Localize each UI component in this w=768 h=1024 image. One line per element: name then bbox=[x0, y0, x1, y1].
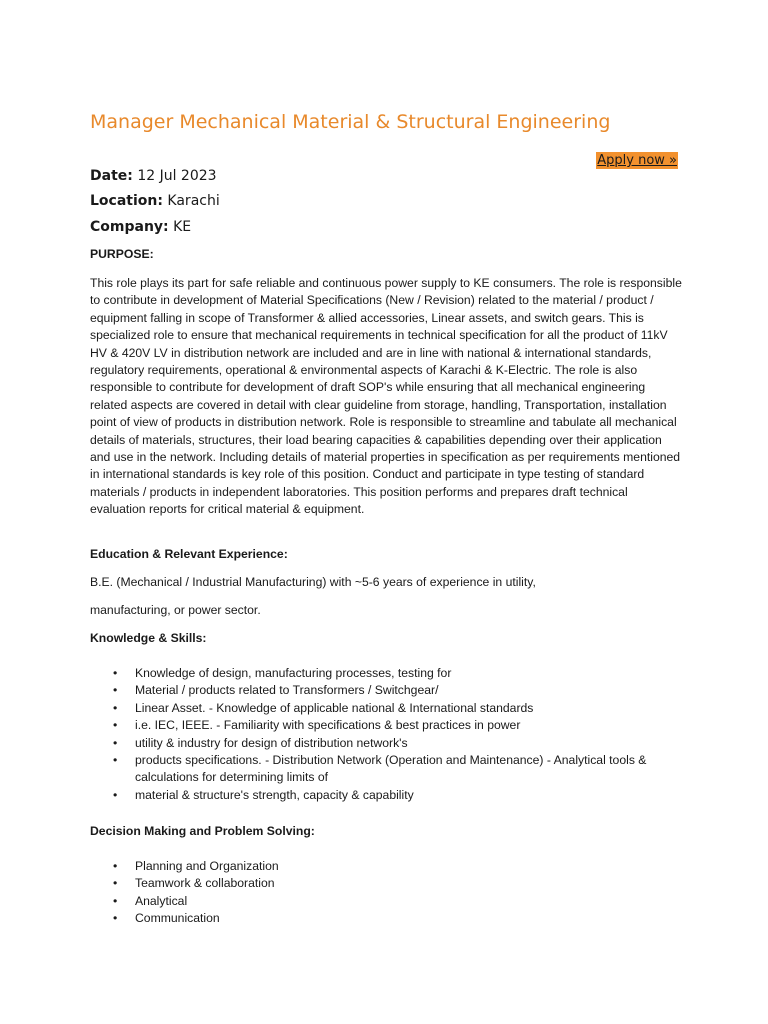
list-item: • Material / products related to Transformers / Switchgear/ bbox=[90, 682, 682, 699]
decision-heading: Decision Making and Problem Solving: bbox=[90, 824, 315, 838]
bullet-icon: • bbox=[113, 700, 118, 715]
bullet-icon: • bbox=[113, 911, 118, 926]
bullet-icon: • bbox=[113, 753, 118, 768]
company-row bbox=[90, 219, 191, 235]
education-line-2: manufacturing, or power sector. bbox=[90, 603, 261, 617]
bullet-icon: • bbox=[113, 876, 118, 891]
location-value: Karachi bbox=[167, 193, 220, 209]
list-item: • Analytical bbox=[90, 893, 682, 910]
location-label: Location: bbox=[90, 193, 163, 209]
location-row bbox=[90, 193, 220, 209]
job-title: Manager Mechanical Material & Structural Engineering bbox=[90, 111, 611, 133]
list-item: • Linear Asset. - Knowledge of applicable national & International standards bbox=[90, 700, 682, 717]
knowledge-heading: Knowledge & Skills: bbox=[90, 631, 207, 645]
apply-now-link[interactable]: Apply now » bbox=[597, 153, 677, 168]
education-line-1: B.E. (Mechanical / Industrial Manufacturing) with ~5-6 years of experience in utility, bbox=[90, 575, 536, 589]
bullet-icon: • bbox=[113, 683, 118, 698]
bullet-icon: • bbox=[113, 718, 118, 733]
purpose-heading: PURPOSE: bbox=[90, 247, 154, 261]
list-item: • products specifications. - Distribution Network (Operation and Maintenance) - Analytical tools & calculations for determining limits of bbox=[113, 753, 647, 785]
bullet-icon: • bbox=[113, 666, 118, 680]
bullet-icon: • bbox=[113, 893, 118, 908]
list-item: • Teamwork & collaboration bbox=[90, 875, 682, 892]
knowledge-list bbox=[90, 665, 682, 804]
date-value: 12 Jul 2023 bbox=[137, 168, 217, 184]
list-item: • Communication bbox=[90, 910, 682, 927]
list-item: • i.e. IEC, IEEE. - Familiarity with specifications & best practices in power bbox=[90, 717, 682, 734]
education-heading: Education & Relevant Experience: bbox=[90, 547, 288, 561]
decision-list bbox=[90, 858, 682, 928]
bullet-icon: • bbox=[113, 735, 118, 750]
bullet-icon: • bbox=[113, 787, 118, 802]
date-row bbox=[90, 168, 217, 184]
company-value: KE bbox=[173, 219, 192, 235]
list-item: • utility & industry for design of distribution network's bbox=[90, 735, 682, 752]
company-label: Company: bbox=[90, 219, 169, 235]
bullet-icon: • bbox=[113, 859, 118, 873]
purpose-text: This role plays its part for safe reliable and continuous power supply to KE consumers. The role is responsible to contribute in development of Material Specifications (New / Revision) related to the material / product / equipment falling in scope of Transformer & allied accessories, Linear assets, and switch gears. This is specialized role to ensure that mechanical requirements in technical specification for all the product of 11kV HV & 420V LV in distribution network are included and are in line with national & international standards, regulatory requirements, operational & environmental aspects of Karachi & K-Electric. The role is also responsible to contribute for development of draft SOP's while ensuring that all mechanical engineering related aspects are covered in detail with clear guideline from storage, handling, Transportation, installation point of view of products in distribution network. Role is responsible to streamline and tabulate all mechanical details of materials, structures, their load bearing capacities & capabilities depending over their application and use in the network. Including details of material properties in specification as per requirements mentioned in international standards is key role of this position. Conduct and participate in type testing of standard materials / products in independent laboratories. This position performs and prepares draft technical evaluation reports for critical material & equipment. bbox=[90, 276, 682, 517]
date-label: Date: bbox=[90, 168, 133, 184]
list-item: • Knowledge of design, manufacturing processes, testing for bbox=[90, 665, 682, 682]
list-item: • Planning and Organization bbox=[90, 858, 682, 875]
list-item: • material & structure's strength, capacity & capability bbox=[90, 787, 682, 804]
